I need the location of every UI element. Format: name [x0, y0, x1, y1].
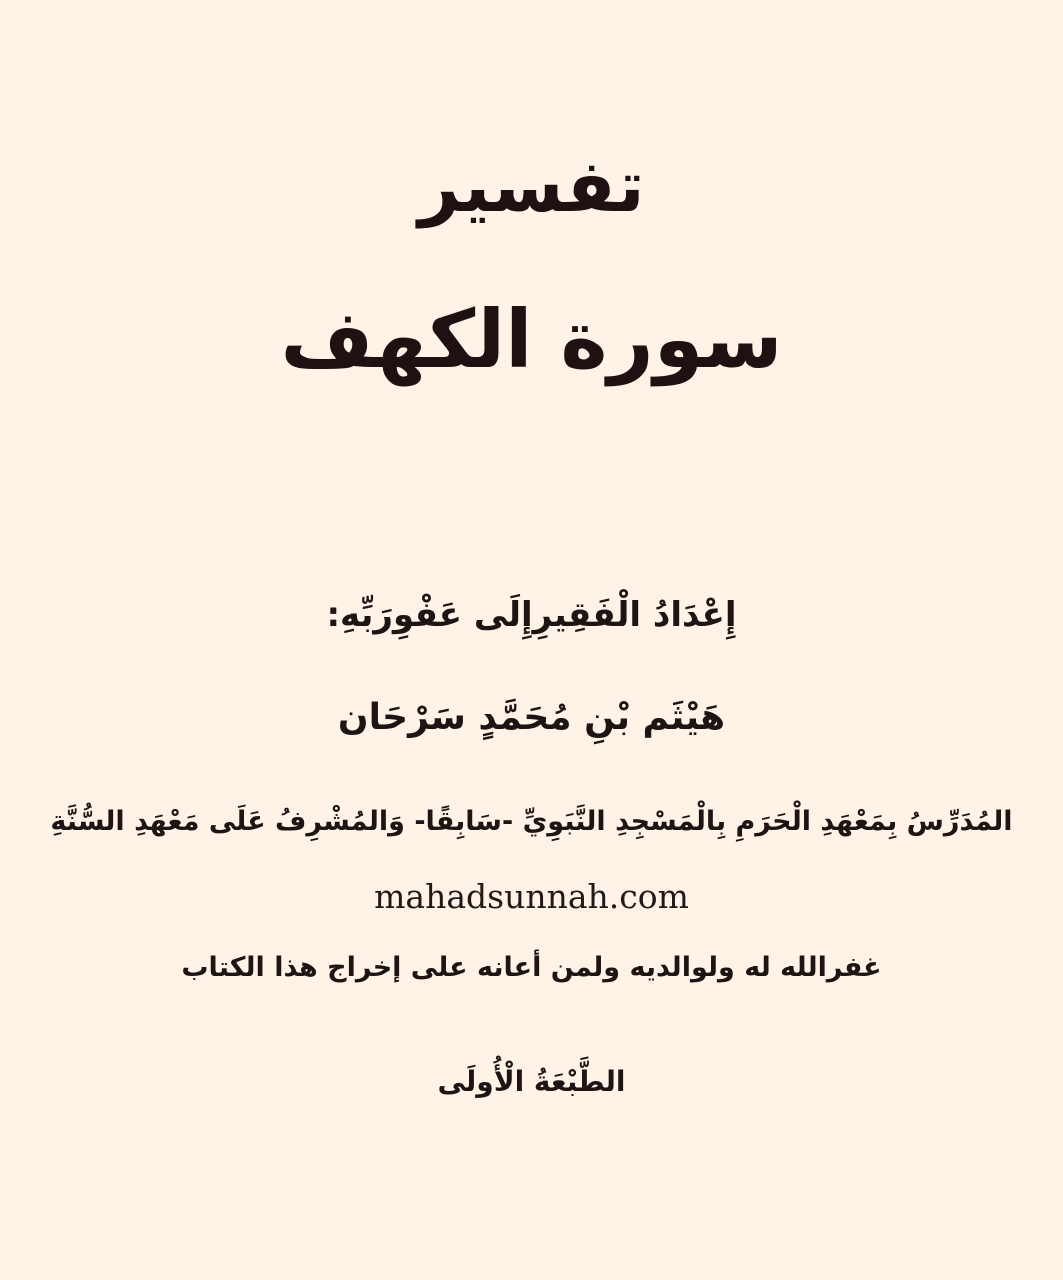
edition-label: الطَّبْعَةُ الْأُولَى	[437, 1065, 626, 1098]
author-name: هَيْثَم بْنِ مُحَمَّدٍ سَرْحَان	[337, 697, 726, 738]
dua-text: غفرالله له ولوالديه ولمن أعانه على إخراج هذا الكتاب	[181, 952, 882, 983]
title-line-surah-name: سورة الكهف	[280, 293, 783, 386]
author-role: المُدَرِّسُ بِمَعْهَدِ الْحَرَمِ بِالْمَسْجِدِ النَّبَوِيِّ -سَابِقًا- وَالمُشْرِفُ عَلَى مَعْهَدِ السُّنَّةِ	[50, 806, 1013, 837]
title-line-tafsir: تفسير	[418, 144, 645, 228]
website-link[interactable]: mahadsunnah.com	[374, 877, 689, 916]
prepared-by-label: إِعْدَادُ الْفَقِيرِإِلَى عَفْوِرَبِّهِ:	[326, 595, 737, 635]
